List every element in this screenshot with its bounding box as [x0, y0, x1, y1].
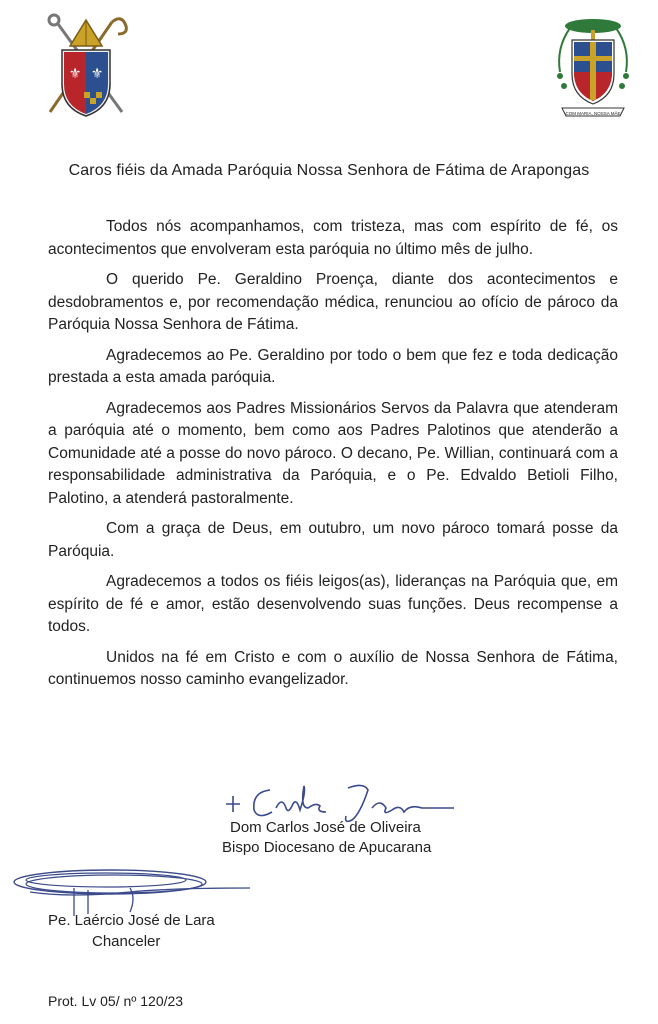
diocesan-coat-of-arms-icon: [40, 12, 132, 120]
letter-greeting: Caros fiéis da Amada Paróquia Nossa Senhora de Fátima de Arapongas: [68, 162, 590, 179]
chancellor-signature: [10, 860, 270, 920]
paragraph: Com a graça de Deus, em outubro, um novo pároco tomará posse da Paróquia.: [48, 520, 618, 560]
bishop-name: Dom Carlos José de Oliveira: [230, 819, 421, 836]
paragraph: Unidos na fé em Cristo e com o auxílio de Nossa Senhora de Fátima, continuemos nosso caminho evangelizador.: [48, 648, 618, 688]
motto-text: COM MARIA, NOSSA MÃE: [565, 111, 621, 116]
paragraph: Agradecemos aos Padres Missionários Servos da Palavra que atenderam a paróquia até o momento, bem como aos Padres Palotinos que atenderão a Comunidade até a posse do novo pároco. O decano, Pe. Willian, continuará com a responsabilidade administrativa da Paróquia, e o Pe. Edvaldo Betioli Filho, Palotino, a atenderá pastoralmente.: [48, 399, 618, 507]
letter-body: [48, 216, 618, 700]
paragraph: O querido Pe. Geraldino Proença, diante dos acontecimentos e desdobramentos e, por recomendação médica, renunciou ao ofício de pároco da Paróquia Nossa Senhora de Fátima.: [48, 271, 618, 333]
svg-text:⚜: ⚜: [68, 65, 82, 81]
chancellor-title: Chanceler: [92, 933, 161, 950]
paragraph: Agradecemos a todos os fiéis leigos(as), lideranças na Paróquia que, em espírito de fé e amor, estão desenvolvendo suas funções. Deus recompense a todos.: [48, 573, 618, 635]
svg-text:⚜: ⚜: [90, 65, 104, 81]
bishop-title: Bispo Diocesano de Apucarana: [222, 839, 432, 856]
paragraph: Todos nós acompanhamos, com tristeza, mas com espírito de fé, os acontecimentos que envolveram esta paróquia no último mês de julho.: [48, 218, 618, 258]
chancellor-name: Pe. Laércio José de Lara: [48, 912, 215, 929]
paragraph: Agradecemos ao Pe. Geraldino por todo o bem que fez e toda dedicação prestada a esta amada paróquia.: [48, 346, 618, 386]
episcopal-coat-of-arms-icon: [548, 14, 638, 122]
protocol-number: Prot. Lv 05/ nº 120/23: [48, 993, 184, 1009]
